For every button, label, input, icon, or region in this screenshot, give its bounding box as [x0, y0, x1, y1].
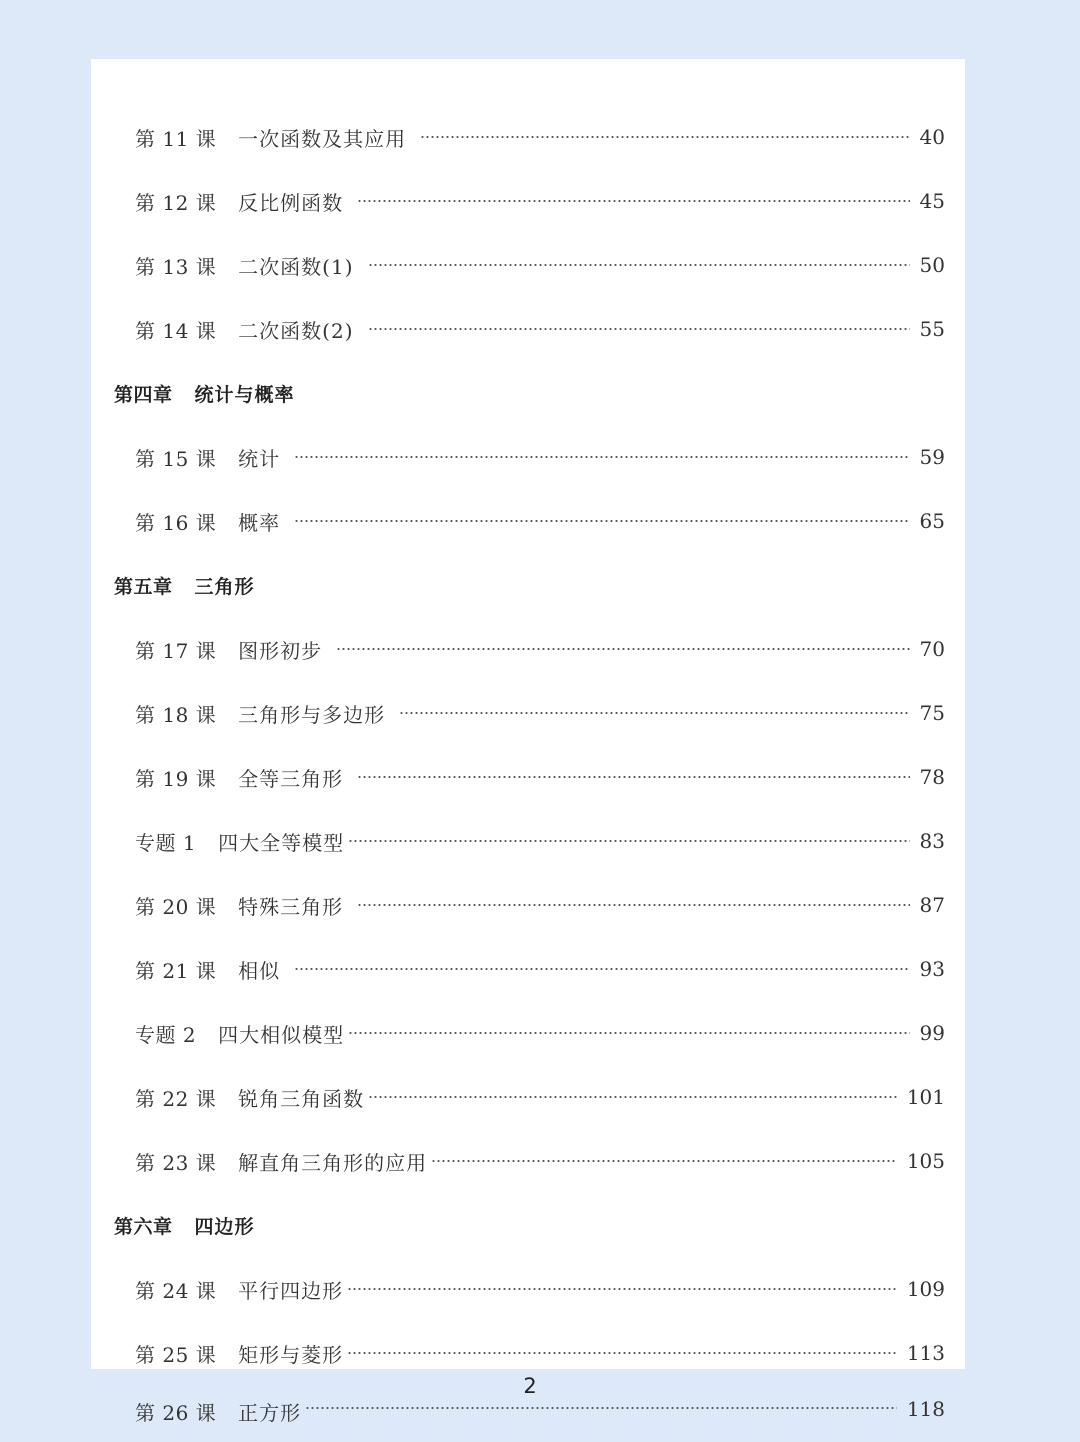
- toc-chapter-4: [91, 373, 965, 413]
- chapter-number: 第四章: [114, 383, 173, 406]
- lesson-number: 第 22 课: [135, 1086, 217, 1111]
- lesson-title: 一次函数及其应用: [238, 126, 407, 151]
- lesson-number: 第 11 课: [135, 126, 217, 151]
- dot-leader: [347, 1352, 897, 1354]
- lesson-title: 二次函数(1): [238, 254, 354, 279]
- toc-entry-lesson-21: [91, 949, 965, 989]
- toc-entry-lesson-19: [91, 757, 965, 797]
- dot-leader: [357, 200, 909, 202]
- dot-leader: [357, 776, 909, 778]
- page-number: 70: [919, 637, 945, 661]
- dot-leader: [348, 840, 909, 842]
- toc-entry-lesson-26: [91, 1397, 965, 1427]
- dot-leader: [347, 1288, 897, 1290]
- lesson-number: 第 16 课: [135, 510, 217, 535]
- lesson-title: 特殊三角形: [238, 894, 344, 919]
- chapter-number: 第六章: [114, 1215, 173, 1238]
- page-number: 118: [906, 1397, 945, 1421]
- dot-leader: [368, 1096, 897, 1098]
- dot-leader: [294, 520, 909, 522]
- lesson-title: 正方形: [238, 1401, 302, 1425]
- page-number: 45: [919, 189, 945, 213]
- page-number: 109: [906, 1277, 945, 1301]
- dot-leader: [368, 328, 910, 330]
- toc-entry-lesson-15: [91, 437, 965, 477]
- toc-chapter-5: [91, 565, 965, 605]
- chapter-title: 四边形: [194, 1215, 255, 1238]
- chapter-title: 三角形: [194, 575, 255, 598]
- lesson-number: 第 15 课: [135, 446, 217, 471]
- dot-leader: [348, 1032, 909, 1034]
- lesson-number: 第 24 课: [135, 1278, 217, 1303]
- lesson-number: 第 14 课: [135, 318, 217, 343]
- dot-leader: [368, 264, 910, 266]
- page-number: 105: [906, 1149, 945, 1173]
- page-number: 65: [919, 509, 945, 533]
- lesson-number: 第 21 课: [135, 958, 217, 983]
- toc-entry-lesson-12: [91, 181, 965, 221]
- dot-leader: [336, 648, 909, 650]
- lesson-number: 第 25 课: [135, 1342, 217, 1367]
- page-number: 99: [919, 1021, 945, 1045]
- page-number: 83: [919, 829, 945, 853]
- lesson-title: 二次函数(2): [238, 318, 354, 343]
- lesson-number: 第 20 课: [135, 894, 217, 919]
- toc-entry-lesson-20: [91, 885, 965, 925]
- lesson-number: 第 19 课: [135, 766, 217, 791]
- topic-title: 四大全等模型: [218, 830, 345, 855]
- lesson-title: 锐角三角函数: [238, 1086, 365, 1111]
- toc-entry-lesson-17: [91, 629, 965, 669]
- dot-leader: [420, 136, 909, 138]
- toc-entry-lesson-11: [91, 117, 965, 157]
- chapter-number: 第五章: [114, 575, 173, 598]
- lesson-title: 相似: [238, 958, 281, 983]
- dot-leader: [399, 712, 909, 714]
- page-number: 55: [919, 317, 945, 341]
- page-number: 113: [906, 1341, 945, 1365]
- dot-leader: [294, 968, 909, 970]
- lesson-number: 第 18 课: [135, 702, 217, 727]
- page-number: 75: [919, 701, 945, 725]
- lesson-number: 第 26 课: [135, 1401, 217, 1425]
- lesson-title: 概率: [238, 510, 281, 535]
- toc-entry-lesson-24: [91, 1269, 965, 1309]
- chapter-title: 统计与概率: [194, 383, 295, 406]
- footer-page-number: 2: [523, 1374, 537, 1398]
- topic-number: 专题 1: [135, 830, 197, 855]
- lesson-title: 全等三角形: [238, 766, 344, 791]
- lesson-title: 反比例函数: [238, 190, 344, 215]
- dot-leader: [431, 1160, 897, 1162]
- topic-title: 四大相似模型: [218, 1022, 345, 1047]
- lesson-number: 第 13 课: [135, 254, 217, 279]
- page-number: 101: [906, 1085, 945, 1109]
- lesson-title: 统计: [238, 446, 281, 471]
- topic-number: 专题 2: [135, 1022, 197, 1047]
- toc-entry-lesson-22: [91, 1077, 965, 1117]
- dot-leader: [357, 904, 909, 906]
- toc-entry-topic-1: [91, 821, 965, 861]
- lesson-title: 平行四边形: [238, 1278, 344, 1303]
- page-number: 50: [919, 253, 945, 277]
- dot-leader: [305, 1407, 897, 1409]
- toc-entry-lesson-18: [91, 693, 965, 733]
- lesson-title: 三角形与多边形: [238, 702, 386, 727]
- toc-entry-lesson-16: [91, 501, 965, 541]
- lesson-number: 第 23 课: [135, 1150, 217, 1175]
- toc-entry-topic-2: [91, 1013, 965, 1053]
- dot-leader: [294, 456, 909, 458]
- page-number: 93: [919, 957, 945, 981]
- page-number: 59: [919, 445, 945, 469]
- document-page: [91, 59, 965, 1425]
- toc-entry-lesson-13: [91, 245, 965, 285]
- toc-chapter-6: [91, 1205, 965, 1245]
- lesson-number: 第 17 课: [135, 638, 217, 663]
- lesson-title: 矩形与菱形: [238, 1342, 344, 1367]
- lesson-number: 第 12 课: [135, 190, 217, 215]
- toc-entry-lesson-23: [91, 1141, 965, 1181]
- page-number: 40: [919, 125, 945, 149]
- toc-entry-lesson-25: [91, 1333, 965, 1373]
- lesson-title: 解直角三角形的应用: [238, 1150, 428, 1175]
- toc-entry-lesson-14: [91, 309, 965, 349]
- lesson-title: 图形初步: [238, 638, 323, 663]
- page-number: 87: [919, 893, 945, 917]
- page-number: 78: [919, 765, 945, 789]
